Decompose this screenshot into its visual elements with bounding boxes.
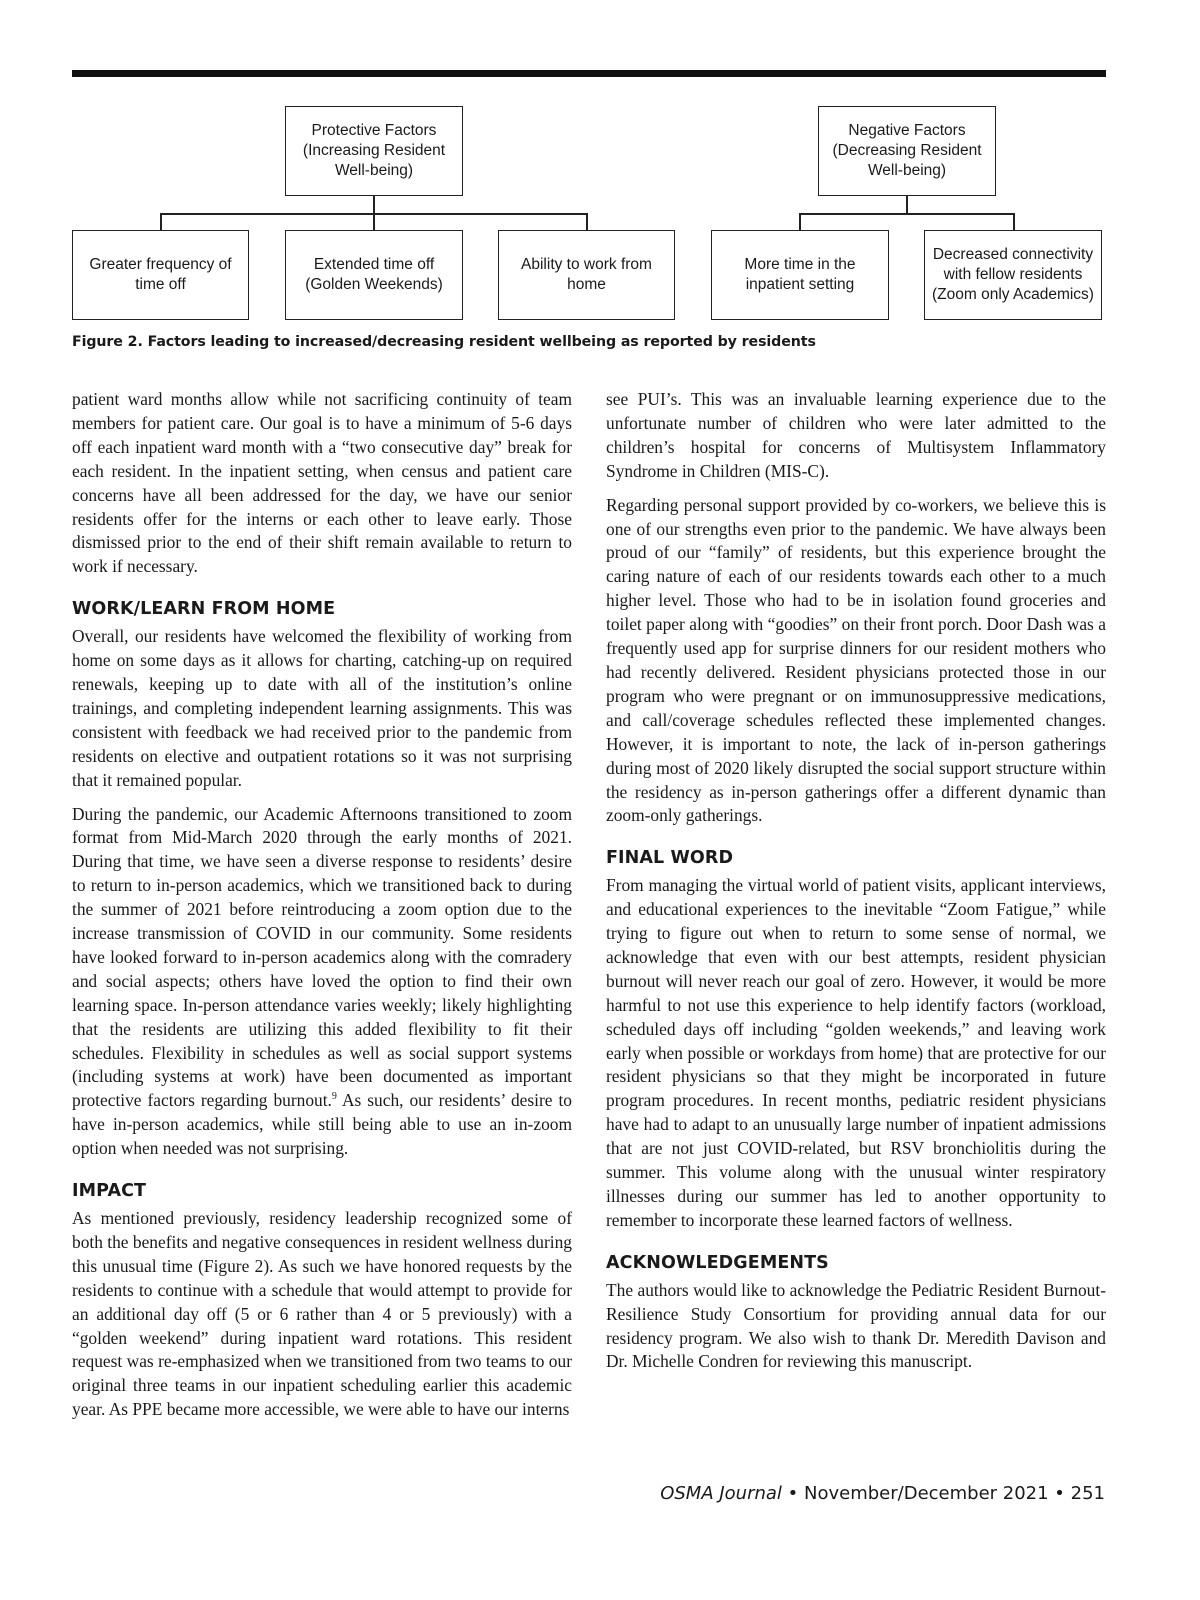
right-column [606,388,1106,1384]
protective-item-golden-weekends: Extended time off (Golden Weekends) [285,230,463,320]
issue-date: November/December 2021 [804,1483,1049,1504]
factors-diagram [0,0,1200,340]
section-heading-acknowledgements: ACKNOWLEDGEMENTS [606,1252,829,1273]
protective-factors-box: Protective Factors (Increasing Resident Well-being) [285,106,463,196]
protective-connector-vertical [373,196,375,214]
protective-item-time-off: Greater frequency of time off [72,230,249,320]
section-heading-final-word: FINAL WORD [606,848,734,869]
reference-marker: 9 [331,1091,337,1103]
protective-drop-2 [373,213,375,231]
negative-connector-vertical [906,196,908,214]
protective-drop-3 [586,213,588,231]
paragraph: patient ward months allow while not sacrificing continuity of team members for patient care. Our goal is to have a minimum of 5-6 days off each inpatient ward month with a “two consecutive day” break for each resident. In the inpatient setting, when census and patient care concerns have all been addressed for the day, we have our senior residents offer for the interns or each other to leave early. Those dismissed prior to the end of their shift remain available to return to work if necessary. [72,389,572,577]
paragraph: see PUI’s. This was an invaluable learning experience due to the unfortunate number of children who were later admitted to the children’s hospital for concerns of Multisystem Inflammatory Syndrome in Children (MIS-C). [606,389,1106,481]
page-footer [660,1483,1105,1504]
footer-separator: • [1048,1483,1071,1504]
paragraph: From managing the virtual world of patient visits, applicant interviews, and educational experiences to the inevitable “Zoom Fatigue,” while trying to figure out when to return to some sense of normal, we acknowledge that even with our best attempts, resident physician burnout will never reach our goal of zero. However, it would be more harmful to not use this experience to help identify factors (workload, scheduled days off including “golden weekends,” and leaving work early when possible or workdays from home) that are protective for our resident physicians so that they might be incorporated in future program procedures. In recent months, pediatric resident physicians have had to adapt to an unusually large number of inpatient admissions that are not just COVID-related, but RSV bronchiolitis during the summer. This volume along with the unusual winter respiratory illnesses during our summer has led to another opportunity to remember to incorporate these learned factors of wellness. [606,875,1106,1230]
negative-connector-horizontal [799,213,1014,215]
section-heading-impact: IMPACT [72,1181,147,1202]
protective-drop-1 [160,213,162,231]
negative-item-inpatient: More time in the inpatient setting [711,230,889,320]
paragraph [72,803,572,1162]
negative-drop-1 [799,213,801,231]
journal-name: OSMA Journal [660,1483,782,1504]
paragraph: The authors would like to acknowledge the Pediatric Resident Burnout-Resilience Study Consortium for providing annual data for our residency program. We also wish to thank Dr. Meredith Davison and Dr. Michelle Condren for reviewing this manuscript. [606,1279,1106,1372]
negative-factors-box: Negative Factors (Decreasing Resident Well-being) [818,106,996,196]
figure-caption: Figure 2. Factors leading to increased/decreasing resident wellbeing as reported by residents [72,334,816,350]
paragraph-text: During the pandemic, our Academic Afternoons transitioned to zoom format from Mid-March 2020 through the early months of 2021. During that time, we have seen a diverse response to residents’ desire to return to in-person academics, which we transitioned back to during the summer of 2021 before reintroducing a zoom option due to the increase transmission of COVID in our community. Some residents have looked forward to in-person academics along with the comradery and social aspects; others have loved the option to find their own learning space. In-person attendance varies weekly; likely highlighting that the residents are utilizing this added flexibility to fit their schedules. Flexibility in schedules as well as social support systems (including systems at work) have been documented as important protective factors regarding burnout. [72,803,572,1111]
paragraph: As mentioned previously, residency leadership recognized some of both the benefits and negative consequences in resident wellness during this unusual time (Figure 2). As such we have honored requests by the residents to continue with a schedule that would attempt to provide for an additional day off (5 or 6 rather than 4 or 5 previously) with a “golden weekend” during inpatient ward rotations. This resident request was re-emphasized when we transitioned from two teams to our original three teams in our inpatient scheduling earlier this academic year. As PPE became more accessible, we were able to have our interns [72,1208,572,1420]
paragraph: Regarding personal support provided by co-workers, we believe this is one of our strengths even prior to the pandemic. We have always been proud of our “family” of residents, but this experience brought the caring nature of each of our residents towards each other to a much higher level. Those who had to be in isolation found groceries and toilet paper along with “goodies” on their front porch. Door Dash was a frequently used app for surprise dinners for our resident mothers who had recently delivered. Resident physicians protected those in our program who were pregnant or on immunosuppressive medications, and call/coverage schedules reflected these implemented changes. However, it is important to note, the lack of in-person gatherings during most of 2020 likely disrupted the social support structure within the residency as in-person gatherings offer a different dynamic than zoom-only gatherings. [606,494,1106,826]
protective-item-work-from-home: Ability to work from home [498,230,675,320]
left-column [72,388,572,1432]
paragraph-text: As such, our residents’ desire to have in-person academics, while still being able to use an in-zoom option when needed was not surprising. [72,1090,572,1159]
paragraph: Overall, our residents have welcomed the flexibility of working from home on some days as it allows for charting, catching-up on required renewals, keeping up to date with all of the institution’s online trainings, and completing independent learning assignments. This was consistent with feedback we had received prior to the pandemic from residents on elective and outpatient rotations so it was not surprising that it remained popular. [72,626,572,790]
footer-separator: • [781,1483,804,1504]
page-number: 251 [1070,1483,1105,1504]
negative-item-connectivity: Decreased connectivity with fellow residents (Zoom only Academics) [924,230,1102,320]
section-heading-work-learn: WORK/LEARN FROM HOME [72,599,336,620]
negative-drop-2 [1013,213,1015,231]
